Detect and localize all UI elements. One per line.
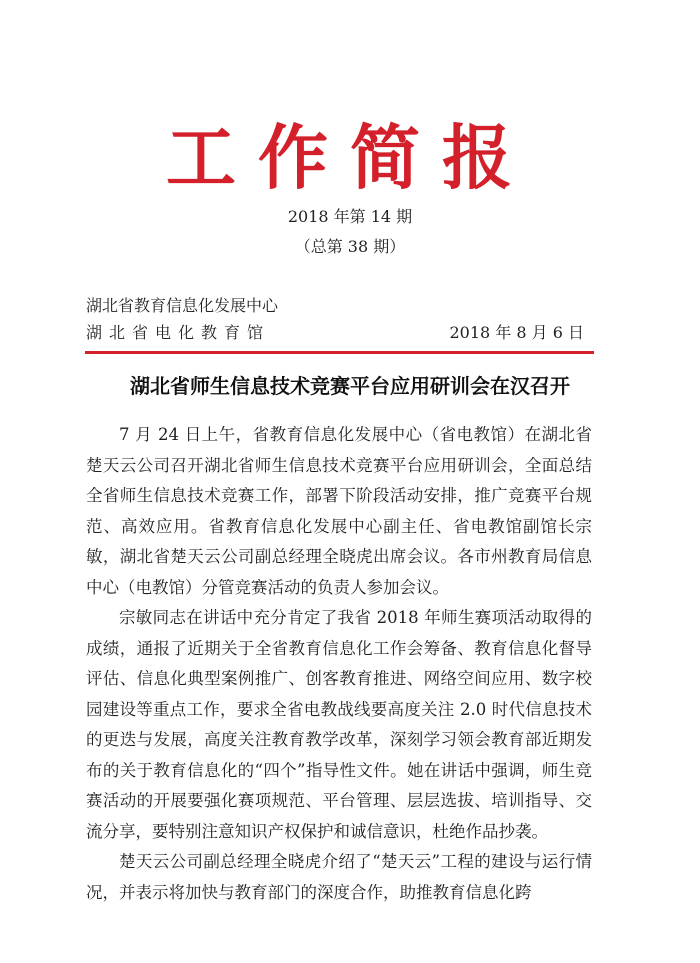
issue-total-number: （总第 38 期） [294,237,406,256]
issue-number: 2018 年第 14 期 [287,207,413,226]
article-paragraph: 楚天云公司副总经理全晓虎介绍了“楚天云”工程的建设与运行情况，并表示将加快与教育部门的深度合作，助推教育信息化跨 [86,852,592,902]
article-paragraph: 7 月 24 日上午，省教育信息化发展中心（省电教馆）在湖北省楚天云公司召开湖北省师生信息技术竞赛平台应用研训会，全面总结全省师生信息技术竞赛工作，部署下阶段活动安排，推广竞赛平台规范、高效应用。省教育信息化发展中心副主任、省电教馆副馆长宗敏，湖北省楚天云公司副总经理全晓虎出席会议。各市州教育局信息中心（电教馆）分管竞赛活动的负责人参加会议。 [86,425,592,597]
issue-date: 2018 年 8 月 6 日 [449,323,584,342]
red-divider [85,351,594,354]
article-paragraph: 宗敏同志在讲话中充分肯定了我省 2018 年师生赛项活动取得的成绩，通报了近期关于全省教育信息化工作会筹备、教育信息化督导评估、信息化典型案例推广、创客教育推进、网络空间应用、数字校园建设等重点工作，要求全省电教战线要高度关注 2.0 时代信息技术的更迭与发展，高度关注教育教学改革，深刻学习领会教育部近期发布的关于教育信息化的“四个”指导性文件。她在讲话中强调，师生竞赛活动的开展要强化赛项规范、平台管理、层层选拔、培训指导、交流分享，要特别注意知识产权保护和诚信意识，杜绝作品抄袭。 [86,608,592,841]
article-body [86,420,592,908]
issuing-organization-2: 湖北省电化教育馆 [86,323,271,342]
masthead-title: 工作简报 [166,117,534,199]
issuing-organization-1: 湖北省教育信息化发展中心 [86,296,279,315]
article-title: 湖北省师生信息技术竞赛平台应用研训会在汉召开 [130,374,570,398]
